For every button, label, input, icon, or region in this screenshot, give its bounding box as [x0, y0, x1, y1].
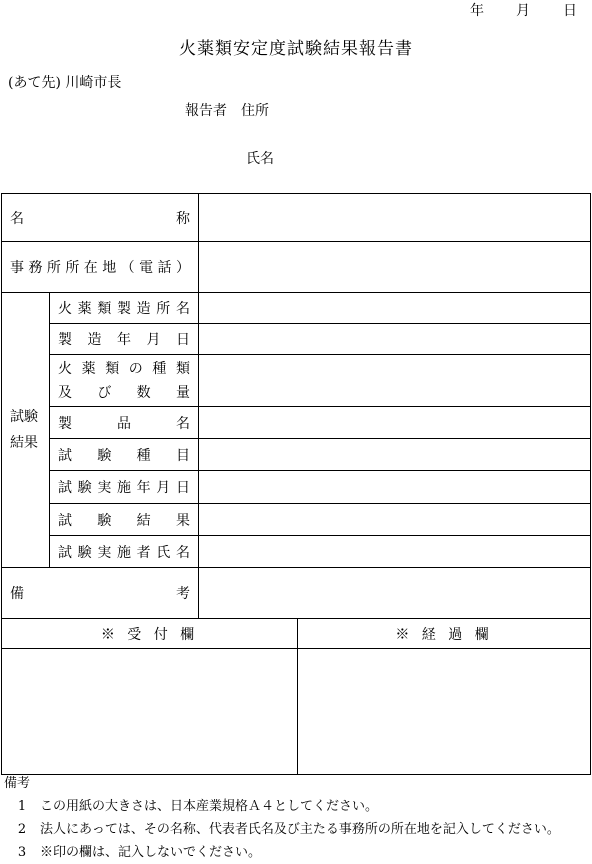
office-label: 事 務 所 所 在 地 （ 電 話 ）	[10, 260, 190, 276]
addressee-label: (あて先) 川崎市長	[8, 75, 122, 91]
reporter-address-label: 報告者 住所	[185, 103, 269, 119]
reception-cell	[2, 649, 298, 775]
table-row	[2, 568, 591, 619]
test-date-value-cell[interactable]	[199, 471, 591, 504]
test-type-value-cell[interactable]	[199, 439, 591, 471]
type-quantity-label-cell	[50, 355, 199, 407]
type-quantity-value-cell[interactable]	[199, 355, 591, 407]
table-row	[2, 504, 591, 536]
test-results-label: 試験 結果	[10, 409, 38, 451]
remarks-label: 備 考	[10, 586, 190, 602]
table-row	[2, 471, 591, 504]
tester-name-label: 試 験 実 施 者 氏 名	[58, 544, 190, 561]
table-row	[2, 242, 591, 293]
page-title: 火薬類安定度試験結果報告書	[179, 39, 413, 59]
progress-cell	[298, 649, 591, 775]
test-type-label: 試 験 種 目	[58, 447, 190, 464]
list-item: 3 ※印の欄は、記入しないでください。	[17, 845, 262, 860]
table-row	[2, 293, 591, 324]
quantity-label: 及 び 数 量	[58, 384, 190, 401]
type-label: 火 薬 類 の 種 類	[58, 360, 190, 377]
remarks-value-cell[interactable]	[199, 568, 591, 619]
test-result-label: 試 験 結 果	[58, 512, 190, 529]
tester-name-value-cell[interactable]	[199, 536, 591, 568]
date-month-label: 月	[516, 3, 530, 19]
table-row	[2, 649, 591, 775]
name-label: 名 称	[10, 210, 190, 227]
manufacturer-label: 火 薬 類 製 造 所 名	[58, 301, 190, 317]
table-row	[2, 439, 591, 471]
office-value-cell[interactable]	[199, 242, 591, 293]
table-row	[2, 407, 591, 439]
test-date-label: 試 験 実 施 年 月 日	[58, 480, 190, 496]
date-day-label: 日	[563, 3, 577, 19]
office-label-cell	[2, 242, 199, 293]
test-result-label-cell	[50, 504, 199, 536]
table-row	[2, 324, 591, 355]
name-value-cell[interactable]	[199, 194, 591, 242]
test-results-label-cell	[2, 293, 50, 568]
office-use-table	[1, 618, 591, 775]
manufacture-date-value-cell[interactable]	[199, 324, 591, 355]
table-row	[2, 194, 591, 242]
list-item: 1 この用紙の大きさは、日本産業規格Ａ４としてください。	[17, 799, 379, 814]
table-row	[2, 536, 591, 568]
product-name-label: 製 品 名	[58, 415, 190, 432]
remarks-label-cell	[2, 568, 199, 619]
manufacture-date-label-cell	[50, 324, 199, 355]
notes-heading: 備考	[4, 776, 31, 791]
manufacture-date-label: 製 造 年 月 日	[58, 332, 190, 348]
test-result-value-cell[interactable]	[199, 504, 591, 536]
reporter-name-label: 氏名	[246, 151, 274, 167]
tester-name-label-cell	[50, 536, 199, 568]
product-name-value-cell[interactable]	[199, 407, 591, 439]
name-label-cell	[2, 194, 199, 242]
table-row	[2, 355, 591, 407]
notes-section	[4, 772, 560, 864]
product-name-label-cell	[50, 407, 199, 439]
table-row	[2, 619, 591, 649]
test-type-label-cell	[50, 439, 199, 471]
date-year-label: 年	[470, 3, 484, 19]
report-form-table	[1, 193, 591, 619]
test-date-label-cell	[50, 471, 199, 504]
progress-header: ※ 経 過 欄	[298, 619, 591, 649]
manufacturer-value-cell[interactable]	[199, 293, 591, 324]
manufacturer-label-cell	[50, 293, 199, 324]
list-item: 2 法人にあっては、その名称、代表者氏名及び主たる事務所の所在地を記入してください。	[17, 822, 560, 837]
reception-header: ※ 受 付 欄	[2, 619, 298, 649]
